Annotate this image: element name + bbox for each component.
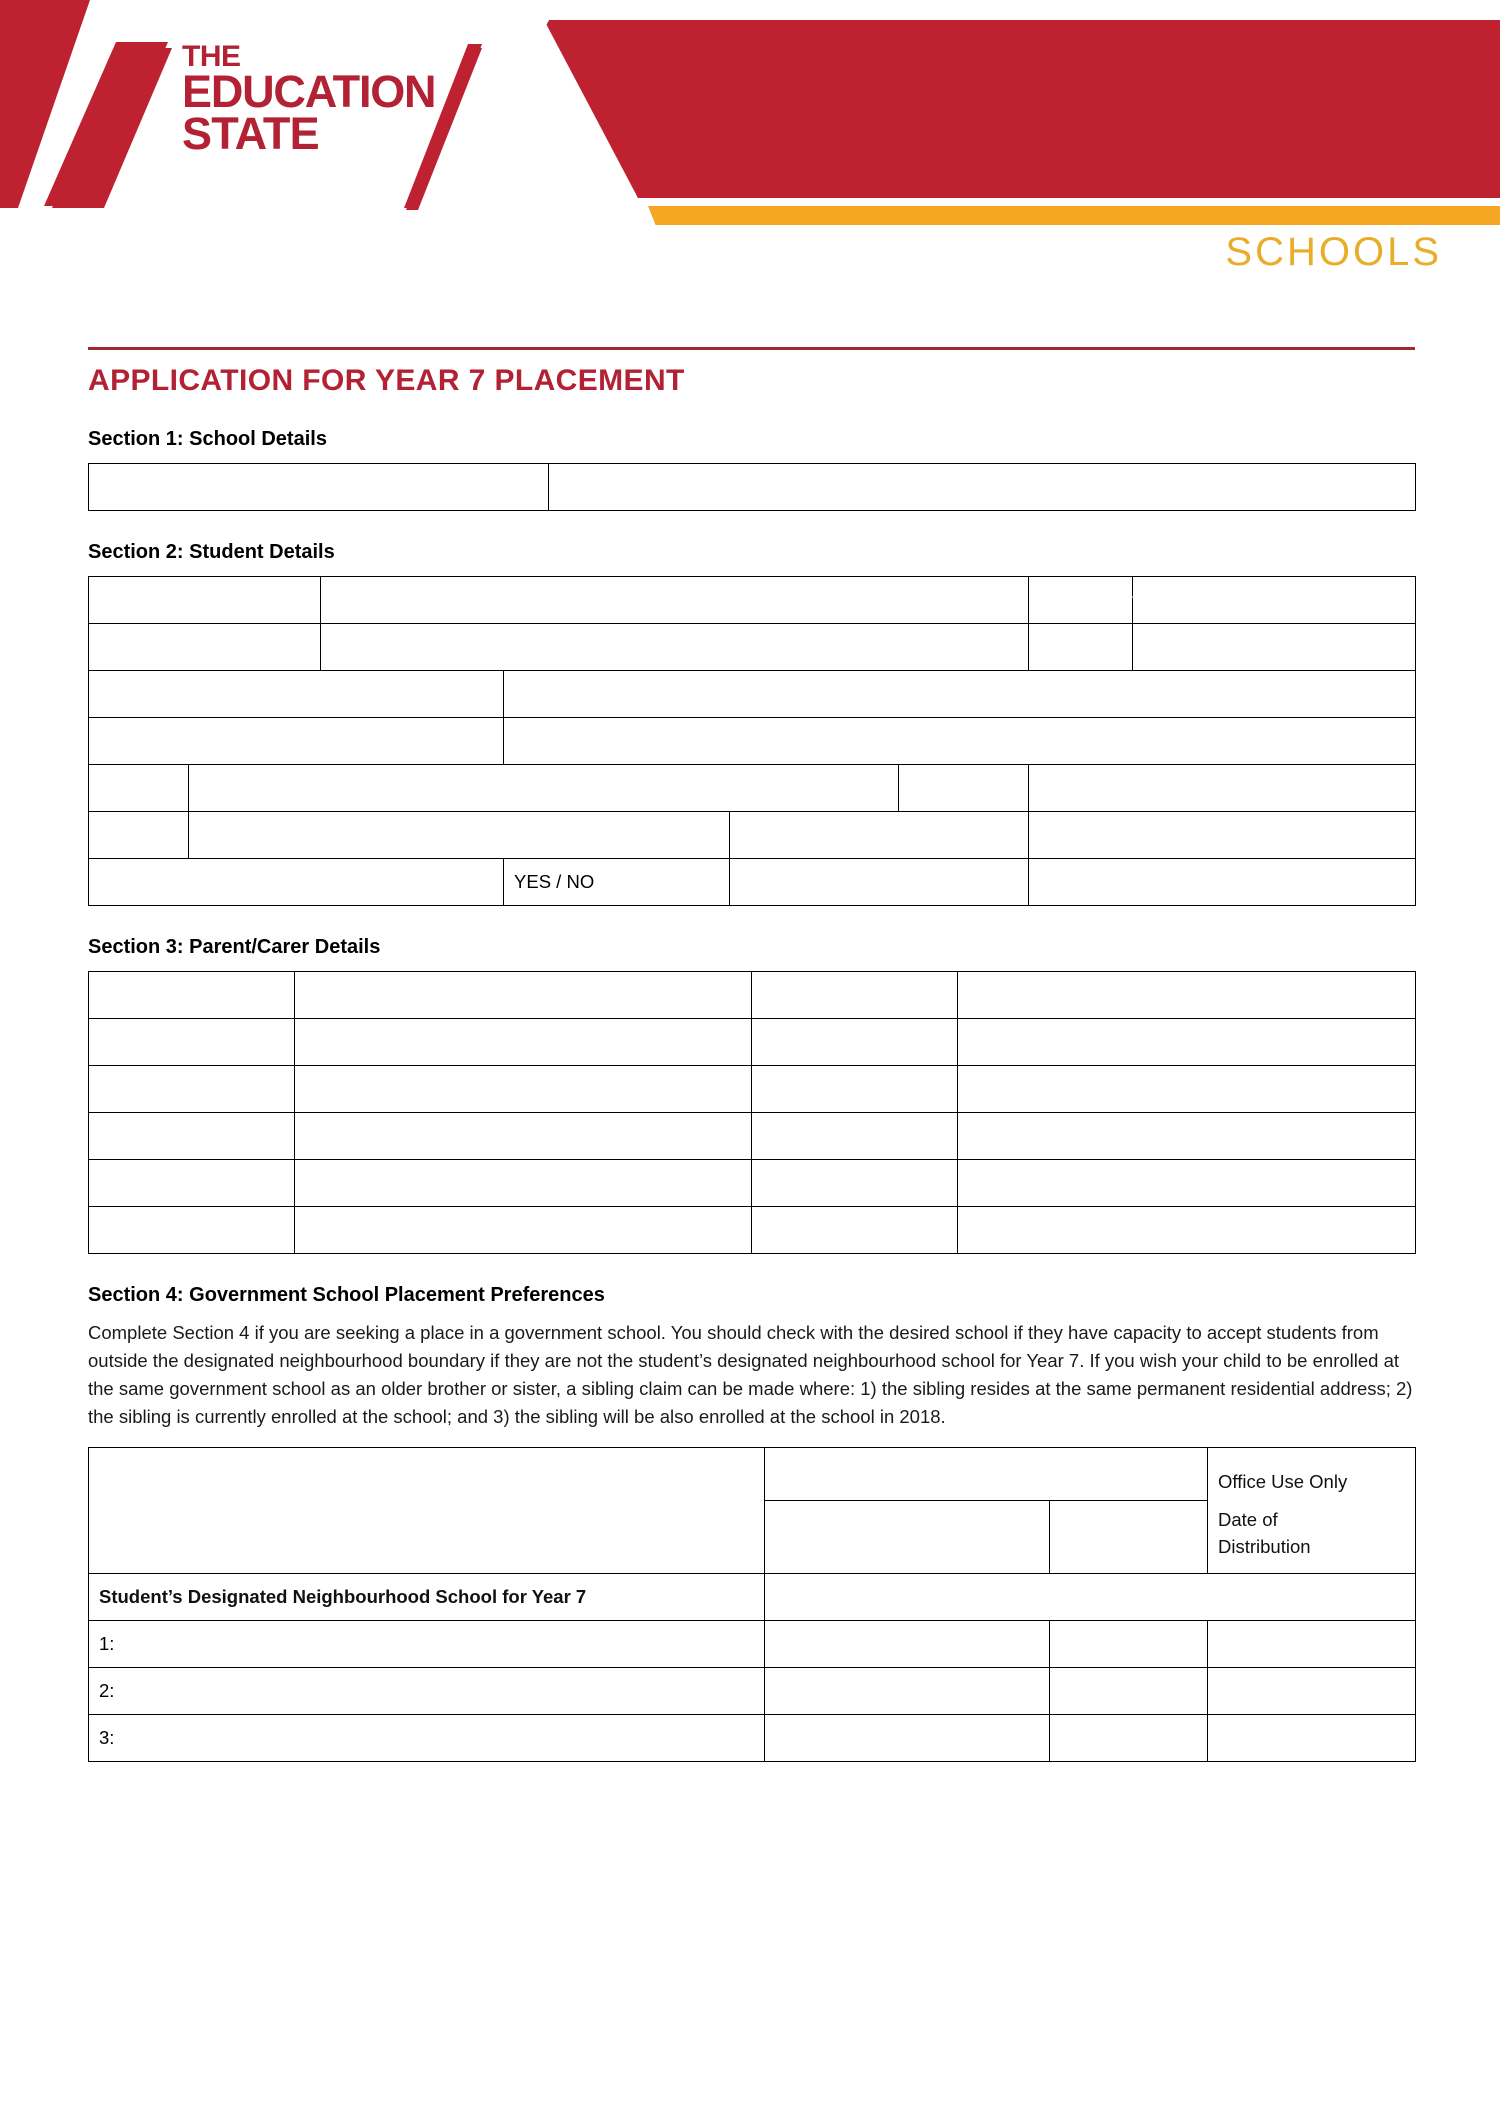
input-year-level-3[interactable]	[1050, 1715, 1208, 1762]
table-row	[89, 1160, 1416, 1207]
office-use-date-of-distribution-3[interactable]	[1208, 1715, 1416, 1762]
label-contact-2-title: Title	[752, 1019, 958, 1066]
table-row	[89, 1066, 1416, 1113]
label-contact-1: Contact 1	[89, 972, 295, 1019]
column-header-government-school-name: Government School Name	[89, 1448, 765, 1574]
input-postcode[interactable]	[1029, 765, 1416, 812]
input-contact-1-family-name[interactable]	[295, 1113, 752, 1160]
section-3-table	[88, 971, 1416, 1254]
label-primary-school-name: Student’s Primary School Name	[89, 464, 549, 511]
office-use-date-of-distribution-1[interactable]	[1208, 1621, 1416, 1668]
input-given-names[interactable]	[321, 577, 1029, 624]
input-family-name[interactable]	[321, 624, 1029, 671]
preference-row-label-1[interactable]: 1:	[89, 1621, 765, 1668]
section-2-heading: Section 2: Student Details	[88, 541, 335, 563]
table-row	[89, 1113, 1416, 1160]
table-row	[89, 1574, 1416, 1621]
header-banner	[0, 0, 1500, 225]
logo-line-the: THE	[182, 40, 241, 73]
document-body	[0, 347, 1500, 1762]
input-permanent-residential-address[interactable]	[504, 671, 1416, 718]
table-row	[89, 812, 1416, 859]
label-gender: Gender	[1029, 624, 1133, 671]
office-use-only-text: Office Use Only	[1218, 1471, 1348, 1493]
table-row	[89, 464, 1416, 511]
table-row	[89, 624, 1416, 671]
table-row	[89, 671, 1416, 718]
section-1-table	[88, 463, 1416, 511]
input-suburb[interactable]	[189, 765, 899, 812]
label-international-student-id: International Student ID	[730, 859, 1029, 906]
input-vsn[interactable]	[189, 812, 730, 859]
date-of-distribution-line-1: Date of	[1218, 1509, 1278, 1531]
label-contact-1-title: Title	[89, 1019, 295, 1066]
preference-row-label-2[interactable]: 2:	[89, 1668, 765, 1715]
label-suburb: Suburb	[89, 765, 189, 812]
section-4-heading: Section 4: Government School Placement Preferences	[88, 1284, 605, 1306]
input-sibling-name-2[interactable]	[765, 1668, 1050, 1715]
column-header-sibling-claim: Sibling Claim	[765, 1448, 1208, 1501]
input-designated-neighbourhood-school[interactable]	[765, 1574, 1416, 1621]
table-row	[89, 577, 1416, 624]
table-row	[89, 859, 1416, 906]
table-row	[89, 1715, 1416, 1762]
label-psd-id: PSD ID (if applicable)	[730, 812, 1029, 859]
input-primary-school-name[interactable]	[549, 464, 1416, 511]
section-3-heading: Section 3: Parent/Carer Details	[88, 936, 381, 958]
input-date-of-birth[interactable]	[1133, 577, 1416, 624]
page-title: APPLICATION FOR YEAR 7 PLACEMENT	[88, 364, 685, 397]
input-contact-2[interactable]	[958, 972, 1416, 1019]
section-1-heading: Section 1: School Details	[88, 428, 327, 450]
schools-category-label: SCHOOLS	[1225, 230, 1442, 274]
preference-row-label-3[interactable]: 3:	[89, 1715, 765, 1762]
label-contact-2-email-address: Email Address	[752, 1207, 958, 1254]
label-family-name: Family Name	[89, 624, 321, 671]
input-sibling-name-1[interactable]	[765, 1621, 1050, 1668]
column-header-sibling-name: Sibling Name	[765, 1501, 1050, 1574]
label-contact-2: Contact 2	[752, 972, 958, 1019]
input-international-student-id[interactable]	[1029, 859, 1416, 906]
table-row	[89, 972, 1416, 1019]
input-psd-id[interactable]	[1029, 812, 1416, 859]
section-2-table	[88, 576, 1416, 906]
label-contact-2-family-name: Family Name	[752, 1113, 958, 1160]
input-contact-2-title[interactable]	[958, 1019, 1416, 1066]
label-contact-1-family-name: Family Name	[89, 1113, 295, 1160]
education-state-logo	[182, 40, 436, 159]
input-year-level-1[interactable]	[1050, 1621, 1208, 1668]
input-contact-2-given-name[interactable]	[958, 1066, 1416, 1113]
label-date-of-birth: Date of Birth	[1029, 577, 1133, 624]
input-sibling-name-3[interactable]	[765, 1715, 1050, 1762]
label-vsn: VSN	[89, 812, 189, 859]
table-row	[89, 1621, 1416, 1668]
column-header-office-use-only	[1208, 1448, 1416, 1574]
table-row	[89, 718, 1416, 765]
input-contact-1-phone-number[interactable]	[295, 1160, 752, 1207]
table-row	[89, 765, 1416, 812]
label-permanent-residential-address: Permanent Residential Address	[89, 671, 504, 718]
label-designated-neighbourhood-school: Student’s Designated Neighbourhood School for Year 7	[89, 1574, 765, 1621]
input-contact-2-email-address[interactable]	[958, 1207, 1416, 1254]
label-contact-1-given-name: Given Name	[89, 1066, 295, 1113]
input-mailing-address[interactable]	[504, 718, 1416, 765]
label-contact-1-phone-number: Phone Number	[89, 1160, 295, 1207]
input-contact-2-family-name[interactable]	[958, 1113, 1416, 1160]
table-row	[89, 1207, 1416, 1254]
input-contact-1-title[interactable]	[295, 1019, 752, 1066]
label-given-names: Given Names	[89, 577, 321, 624]
logo-line-state: STATE	[182, 107, 319, 159]
input-fee-paying-yes-no[interactable]: YES / NO	[504, 859, 730, 906]
input-contact-1-email-address[interactable]	[295, 1207, 752, 1254]
input-contact-1[interactable]	[295, 972, 752, 1019]
label-contact-2-given-name: Given Name	[752, 1066, 958, 1113]
date-of-distribution-line-2: Distribution	[1218, 1535, 1311, 1557]
title-divider	[88, 347, 1415, 350]
office-use-date-of-distribution-2[interactable]	[1208, 1668, 1416, 1715]
section-4-table	[88, 1447, 1416, 1762]
input-contact-1-given-name[interactable]	[295, 1066, 752, 1113]
input-gender[interactable]	[1133, 624, 1416, 671]
section-4-description: Complete Section 4 if you are seeking a place in a government school. You should check with the desired school if they have capacity to accept students from outside the designated neighbourhood boundary if they are not the student’s designated neighbourhood school for Year 7. If you wish your child to be enrolled at the same government school as an older brother or sister, a sibling claim can be made where: 1) the sibling resides at the same permanent residential address; 2) the sibling is currently enrolled at the school; and 3) the sibling will be also enrolled at the school in 2018.	[88, 1322, 1413, 1428]
column-header-2018-year-level: 2018 Year Level	[1050, 1501, 1208, 1574]
input-year-level-2[interactable]	[1050, 1668, 1208, 1715]
label-fee-paying-international-student: Fee Paying International Student ?	[89, 859, 504, 906]
label-contact-2-phone-number: Phone Number	[752, 1160, 958, 1207]
input-contact-2-phone-number[interactable]	[958, 1160, 1416, 1207]
label-contact-1-email-address: Email Address	[89, 1207, 295, 1254]
logo-line-education: EDUCATION	[182, 66, 436, 118]
table-row	[89, 1019, 1416, 1066]
table-header-row	[89, 1448, 1416, 1501]
table-row	[89, 1668, 1416, 1715]
label-postcode: Postcode	[899, 765, 1029, 812]
label-mailing-address: Mailing address (if different to above)	[89, 718, 504, 765]
